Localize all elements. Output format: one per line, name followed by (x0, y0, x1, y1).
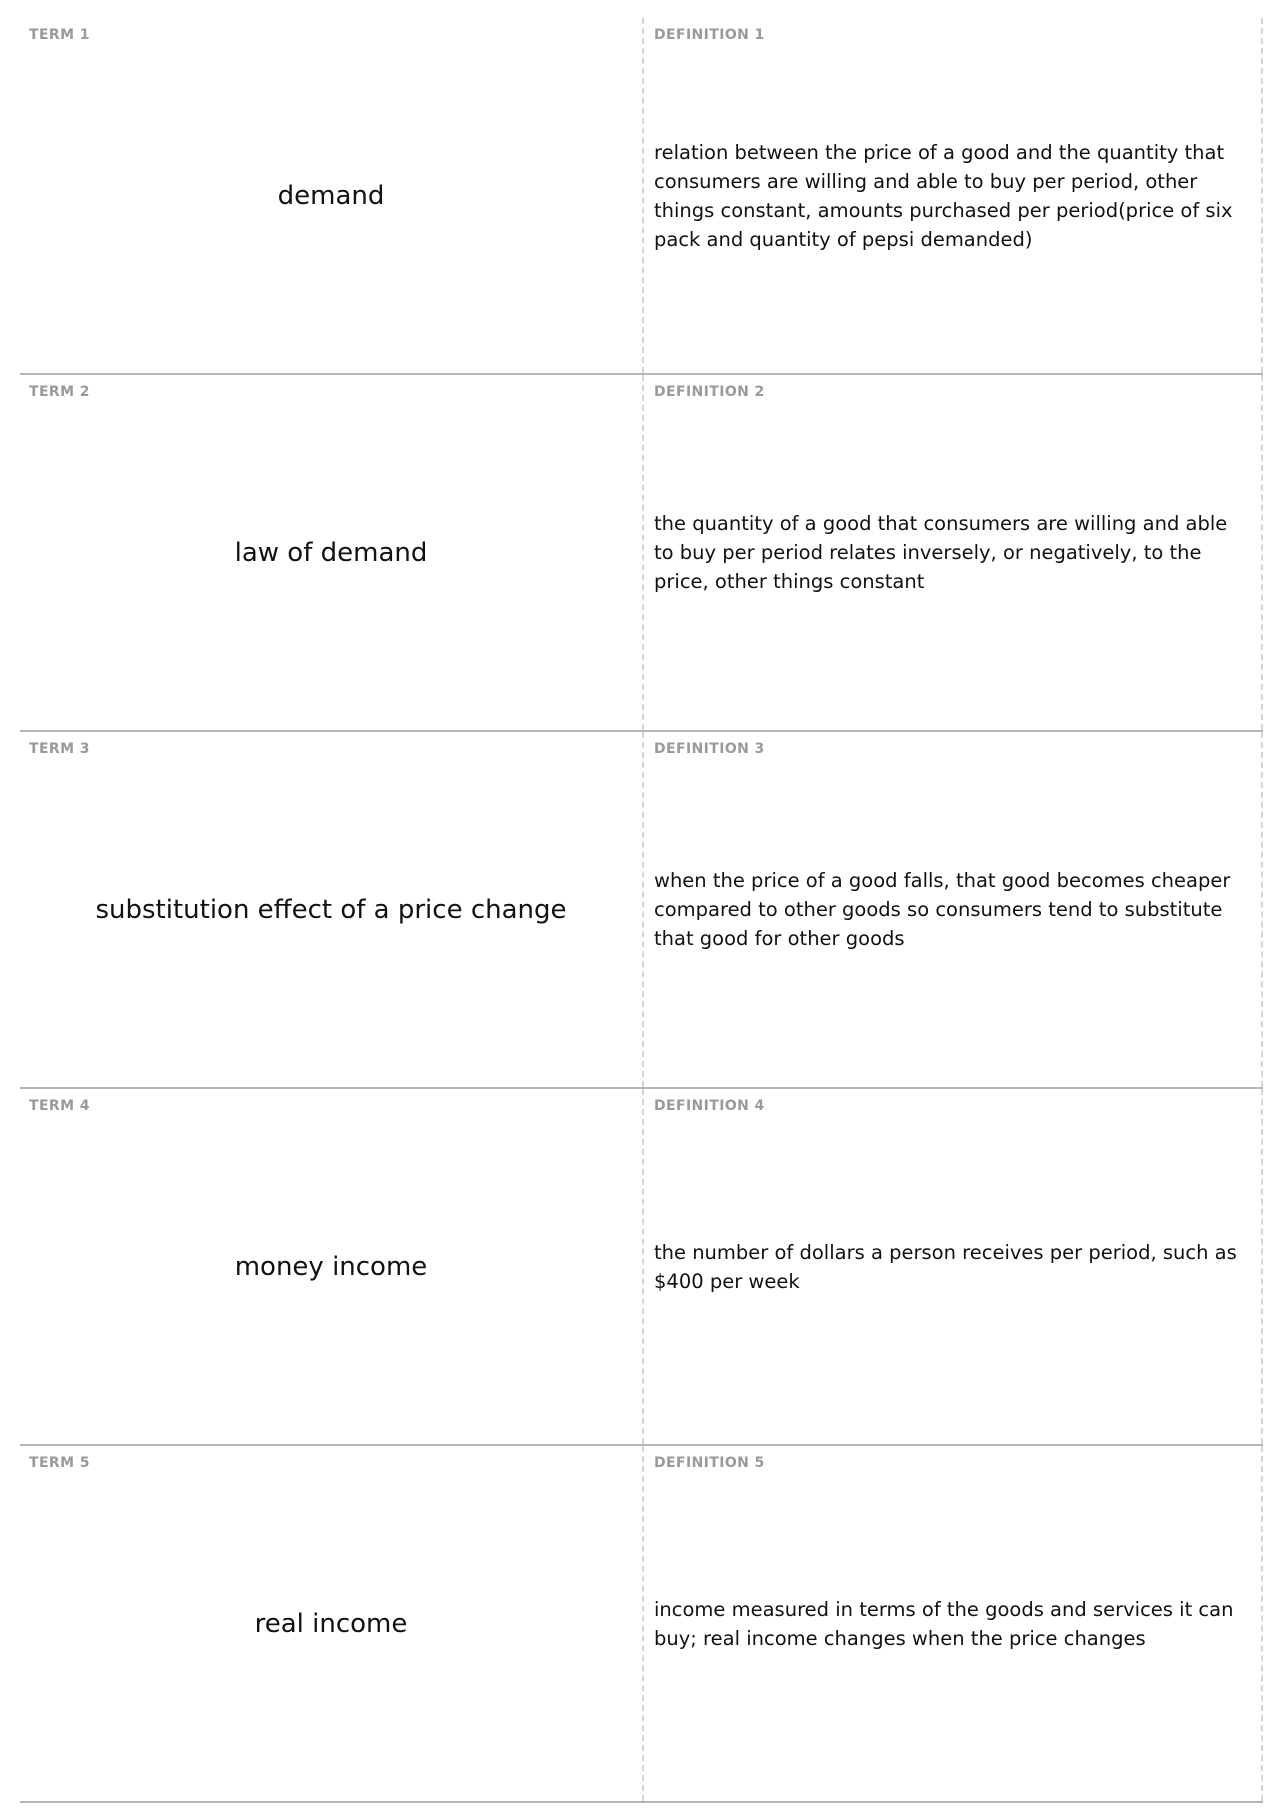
term-text: money income (234, 1251, 428, 1282)
term-cell (20, 1089, 644, 1444)
definition-text: income measured in terms of the goods and services it can buy; real income changes when the price changes (654, 1597, 1234, 1650)
flashcard-row (20, 732, 1263, 1089)
definition-label: DEFINITION 1 (654, 27, 765, 43)
definition-text: when the price of a good falls, that good becomes cheaper compared to other goods so consumers tend to substitute that good for other goods (654, 869, 1231, 950)
definition-label: DEFINITION 2 (654, 384, 765, 400)
definition-text: relation between the price of a good and the quantity that consumers are willing and able to buy per period, other things constant, amounts purchased per period(price of six pack and quantity of pepsi demanded) (654, 140, 1233, 251)
definition-cell (644, 732, 1263, 1087)
definition-text: the quantity of a good that consumers are willing and able to buy per period relates inversely, or negatively, to the price, other things constant (654, 512, 1228, 593)
definition-label: DEFINITION 4 (654, 1098, 765, 1114)
term-label: TERM 1 (29, 27, 90, 43)
definition-label: DEFINITION 3 (654, 741, 765, 757)
term-label: TERM 3 (29, 741, 90, 757)
flashcard-row (20, 375, 1263, 732)
definition-cell (644, 1446, 1263, 1801)
flashcard-row (20, 1446, 1263, 1803)
term-text: real income (254, 1608, 408, 1639)
term-label: TERM 2 (29, 384, 90, 400)
definition-cell (644, 18, 1263, 373)
term-label: TERM 4 (29, 1098, 90, 1114)
term-cell (20, 375, 644, 730)
term-cell (20, 18, 644, 373)
term-text: demand (277, 180, 385, 211)
flashcard-row (20, 1089, 1263, 1446)
definition-cell (644, 375, 1263, 730)
term-label: TERM 5 (29, 1455, 90, 1471)
definition-label: DEFINITION 5 (654, 1455, 765, 1471)
term-text: law of demand (234, 537, 428, 568)
flashcard-sheet (20, 18, 1263, 1803)
definition-cell (644, 1089, 1263, 1444)
flashcard-row (20, 18, 1263, 375)
term-cell (20, 732, 644, 1087)
term-text: substitution effect of a price change (95, 894, 567, 925)
term-cell (20, 1446, 644, 1801)
definition-text: the number of dollars a person receives per period, such as $400 per week (654, 1240, 1237, 1293)
